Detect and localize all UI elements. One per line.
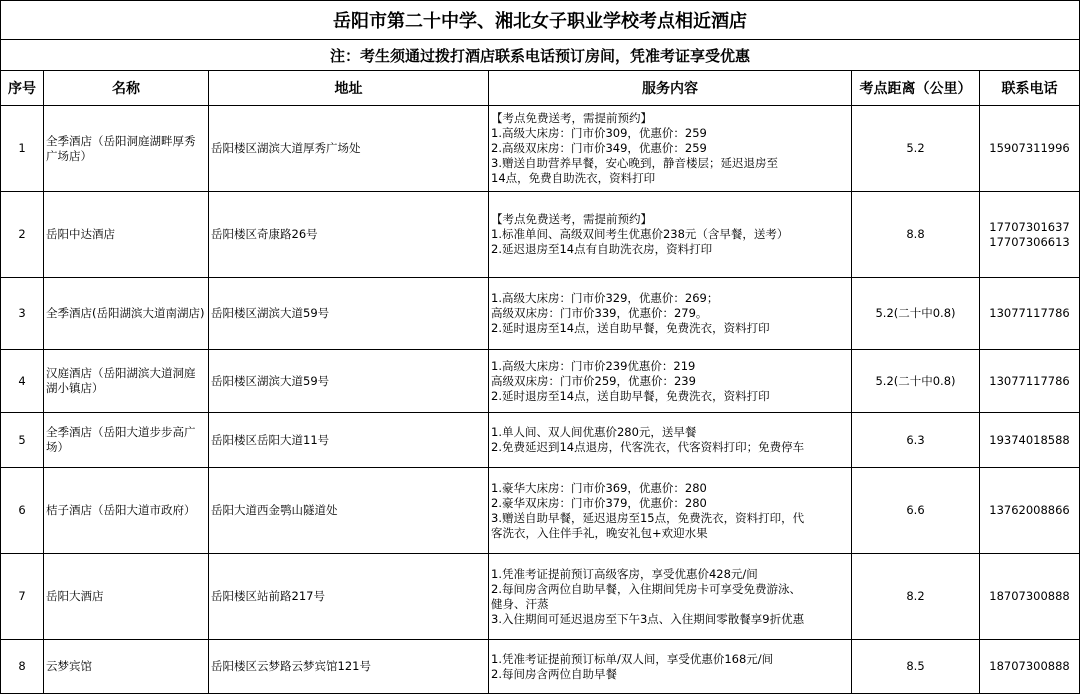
- row-no: 5: [1, 413, 44, 468]
- phone-number: 19374018588: [989, 432, 1070, 447]
- service-line: 高级双床房：门市价339，优惠价：279。: [491, 306, 708, 320]
- hotel-name: 岳阳大酒店: [44, 554, 209, 640]
- service-line: 2.延迟退房至14点有自助洗衣房，资料打印: [491, 242, 713, 256]
- service-line: 1.凭准考证提前预订标单/双人间，享受优惠价168元/间: [491, 651, 774, 666]
- hotel-phone: [980, 278, 1080, 350]
- hotel-service: [489, 468, 852, 554]
- service-line: 高级双床房：门市价259，优惠价：239: [491, 373, 696, 388]
- table-row: [1, 413, 1080, 468]
- service-line: 1.高级大床房：门市价239优惠价：219: [491, 358, 696, 373]
- table-title: 岳阳市第二十中学、湘北女子职业学校考点相近酒店: [1, 1, 1080, 40]
- row-no: 8: [1, 640, 44, 694]
- hotel-address: 岳阳楼区站前路217号: [209, 554, 489, 640]
- service-line: 2.延时退房至14点，送自助早餐，免费洗衣，资料打印: [491, 388, 770, 403]
- hotel-service: [489, 106, 852, 192]
- hotel-phone: [980, 192, 1080, 278]
- service-line: 【考点免费送考，需提前预约】: [491, 111, 652, 125]
- service-line: 3.入住期间可延迟退房至下午3点、入住期间零散餐享9折优惠: [491, 611, 805, 626]
- table-row: [1, 554, 1080, 640]
- phone-number: 18707300888: [989, 659, 1070, 673]
- service-line: 1.豪华大床房：门市价369，优惠价：280: [491, 480, 707, 495]
- hotel-address: 岳阳楼区奇康路26号: [209, 192, 489, 278]
- hotel-service: [489, 350, 852, 413]
- hotel-name: 云梦宾馆: [44, 640, 209, 694]
- hotel-phone: [980, 350, 1080, 413]
- hotel-name: 岳阳中达酒店: [44, 192, 209, 278]
- service-line: 2.每间房含两位自助早餐，入住期间凭房卡可享受免费游泳、: [491, 581, 801, 596]
- table-row: [1, 106, 1080, 192]
- hotel-service: [489, 192, 852, 278]
- hotel-service: [489, 278, 852, 350]
- hotel-name: 全季酒店（岳阳洞庭湖畔厚秀广场店）: [44, 106, 209, 192]
- service-line: 1.高级大床房：门市价329，优惠价：269；: [491, 291, 719, 305]
- service-line: 客洗衣，入住伴手礼，晚安礼包+欢迎水果: [491, 525, 708, 540]
- table-row: [1, 350, 1080, 413]
- hotel-service: [489, 413, 852, 468]
- service-line: 3.赠送自助营养早餐，安心晚到，静音楼层；延迟退房至: [491, 156, 778, 170]
- phone-number: 18707300888: [989, 589, 1070, 603]
- phone-number: 13077117786: [989, 306, 1070, 320]
- hotel-address: 岳阳楼区湖滨大道厚秀广场处: [209, 106, 489, 192]
- service-line: 1.标准单间、高级双间考生优惠价238元（含早餐，送考）: [491, 227, 789, 241]
- service-line: 3.赠送自助早餐，延迟退房至15点，免费洗衣，资料打印，代: [491, 510, 805, 525]
- service-line: 2.延时退房至14点，送自助早餐，免费洗衣，资料打印: [491, 321, 770, 335]
- header-distance: 考点距离（公里）: [852, 71, 980, 106]
- phone-number: 13077117786: [989, 373, 1070, 388]
- hotel-name: 全季酒店（岳阳大道步步高广场）: [44, 413, 209, 468]
- phone-number: 13762008866: [989, 503, 1070, 517]
- phone-number: 17707306613: [989, 234, 1070, 249]
- table-row: [1, 468, 1080, 554]
- hotel-address: 岳阳楼区湖滨大道59号: [209, 350, 489, 413]
- hotel-service: [489, 640, 852, 694]
- row-no: 6: [1, 468, 44, 554]
- hotel-distance: 5.2(二十中0.8): [852, 350, 980, 413]
- hotel-phone: [980, 640, 1080, 694]
- row-no: 2: [1, 192, 44, 278]
- table-row: [1, 278, 1080, 350]
- hotel-address: 岳阳楼区云梦路云梦宾馆121号: [209, 640, 489, 694]
- service-line: 2.免费延迟到14点退房，代客洗衣，代客资料打印；免费停车: [491, 440, 805, 454]
- service-line: 14点，免费自助洗衣，资料打印: [491, 171, 656, 185]
- hotel-distance: 8.5: [852, 640, 980, 694]
- hotel-phone: [980, 468, 1080, 554]
- row-no: 7: [1, 554, 44, 640]
- hotel-distance: 8.2: [852, 554, 980, 640]
- header-service: 服务内容: [489, 71, 852, 106]
- hotel-name: 汉庭酒店（岳阳湖滨大道洞庭湖小镇店）: [44, 350, 209, 413]
- service-line: 2.每间房含两位自助早餐: [491, 666, 617, 681]
- service-line: 【考点免费送考，需提前预约】: [491, 212, 652, 226]
- phone-number: 17707301637: [989, 219, 1070, 234]
- hotel-phone: [980, 413, 1080, 468]
- service-line: 2.高级双床房：门市价349，优惠价：259: [491, 141, 707, 155]
- service-line: 1.凭准考证提前预订高级客房，享受优惠价428元/间: [491, 566, 758, 581]
- hotel-distance: 8.8: [852, 192, 980, 278]
- phone-number: 15907311996: [989, 141, 1070, 155]
- hotel-phone: [980, 554, 1080, 640]
- hotel-distance: 6.3: [852, 413, 980, 468]
- hotel-distance: 5.2(二十中0.8): [852, 278, 980, 350]
- hotel-phone: [980, 106, 1080, 192]
- hotel-address: 岳阳楼区湖滨大道59号: [209, 278, 489, 350]
- hotel-distance: 5.2: [852, 106, 980, 192]
- header-name: 名称: [44, 71, 209, 106]
- row-no: 1: [1, 106, 44, 192]
- booking-note: 注：考生须通过拨打酒店联系电话预订房间，凭准考证享受优惠: [1, 40, 1080, 71]
- header-no: 序号: [1, 71, 44, 106]
- service-line: 1.高级大床房：门市价309，优惠价：259: [491, 126, 707, 140]
- header-address: 地址: [209, 71, 489, 106]
- header-phone: 联系电话: [980, 71, 1080, 106]
- service-line: 2.豪华双床房：门市价379，优惠价：280: [491, 495, 707, 510]
- hotel-distance: 6.6: [852, 468, 980, 554]
- table-row: [1, 640, 1080, 694]
- hotel-name: 全季酒店(岳阳湖滨大道南湖店): [44, 278, 209, 350]
- service-line: 健身、汗蒸: [491, 596, 549, 611]
- hotel-name: 桔子酒店（岳阳大道市政府）: [44, 468, 209, 554]
- service-line: 1.单人间、双人间优惠价280元，送早餐: [491, 425, 697, 439]
- row-no: 3: [1, 278, 44, 350]
- hotel-address: 岳阳楼区岳阳大道11号: [209, 413, 489, 468]
- hotel-service: [489, 554, 852, 640]
- hotel-address: 岳阳大道西金鹗山隧道处: [209, 468, 489, 554]
- table-row: [1, 192, 1080, 278]
- row-no: 4: [1, 350, 44, 413]
